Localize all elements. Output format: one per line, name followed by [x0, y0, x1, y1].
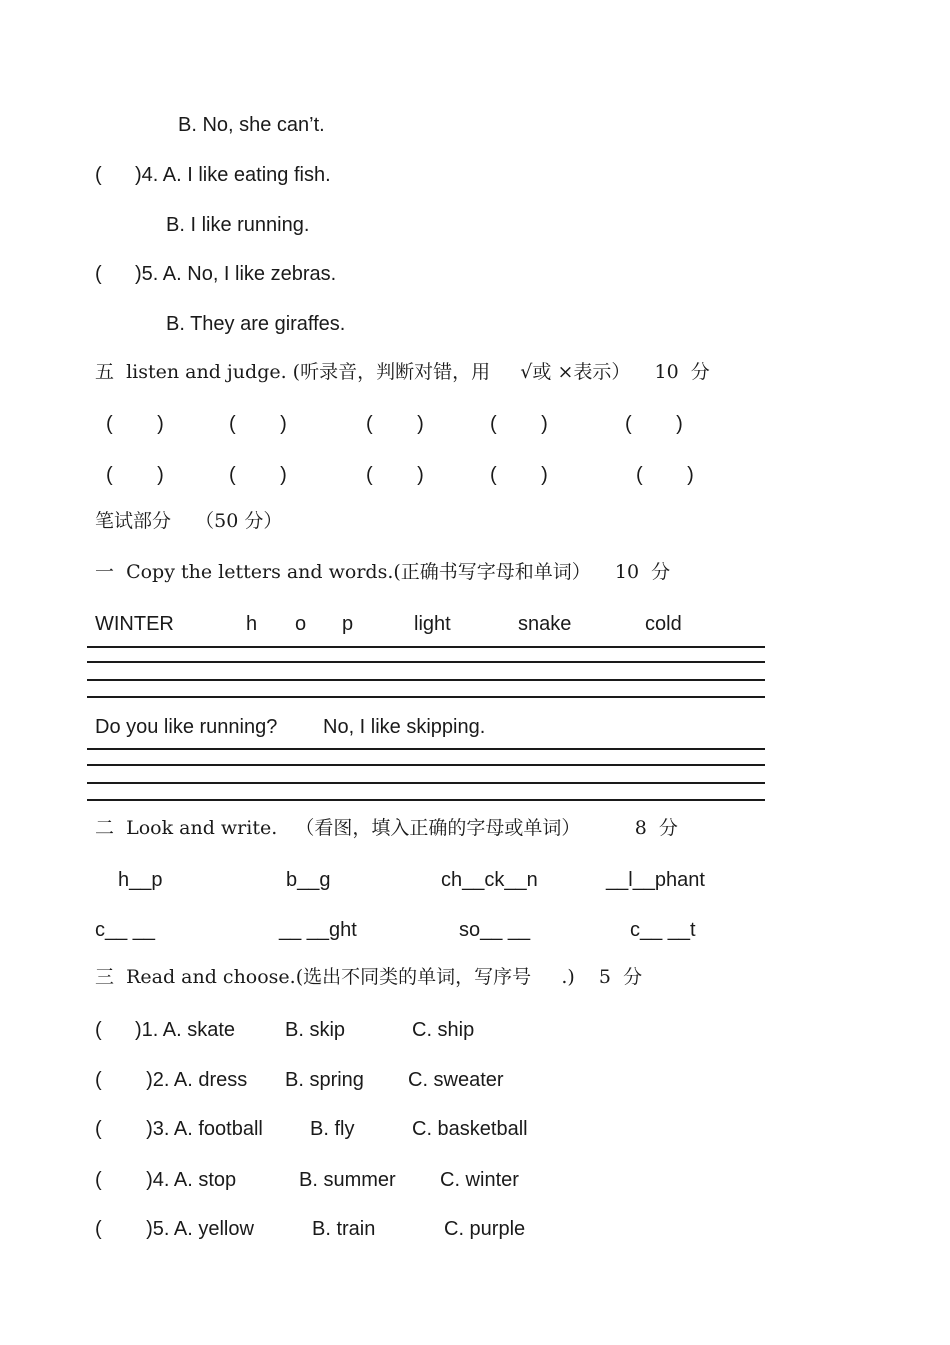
copy-word: WINTER: [95, 613, 174, 635]
fill-word[interactable]: __ __ght: [279, 919, 357, 941]
fill-word[interactable]: ch__ck__n: [441, 869, 538, 891]
answer-bracket[interactable]: ( ): [490, 464, 548, 486]
choice-option-b: B. summer: [299, 1169, 396, 1191]
section3-heading: 三 Read and choose.(选出不同类的单词，写序号 .) 5 分: [95, 966, 643, 988]
copy-word: cold: [645, 613, 682, 635]
copy-sentence: Do you like running?: [95, 716, 278, 738]
writing-line[interactable]: [87, 764, 765, 766]
fill-word[interactable]: b__g: [286, 869, 331, 891]
fill-word[interactable]: so__ __: [459, 919, 531, 941]
choice-option-b: B. train: [312, 1218, 376, 1240]
copy-letter: p: [342, 613, 354, 635]
choice-question[interactable]: ( )1. A. skate: [95, 1019, 236, 1041]
answer-bracket[interactable]: ( ): [625, 413, 683, 435]
writing-line[interactable]: [87, 799, 765, 801]
copy-letter: h: [246, 613, 258, 635]
fill-word[interactable]: c__ __: [95, 919, 156, 941]
copy-sentence: No, I like skipping.: [323, 716, 486, 738]
writing-line[interactable]: [87, 782, 765, 784]
writing-line[interactable]: [87, 679, 765, 681]
choice-option-c: C. ship: [412, 1019, 475, 1041]
q3-option-b: B. No, she can’t.: [178, 114, 325, 136]
choice-option-c: C. winter: [440, 1169, 519, 1191]
answer-bracket[interactable]: ( ): [106, 413, 164, 435]
fill-word[interactable]: h__p: [118, 869, 163, 891]
answer-bracket[interactable]: ( ): [636, 464, 694, 486]
writing-line[interactable]: [87, 661, 765, 663]
choice-question[interactable]: ( )2. A. dress: [95, 1069, 248, 1091]
written-part-heading: 笔试部分 （50 分）: [95, 510, 283, 532]
answer-bracket[interactable]: ( ): [106, 464, 164, 486]
choice-option-c: C. basketball: [412, 1118, 528, 1140]
copy-word: snake: [518, 613, 572, 635]
fill-word[interactable]: c__ __t: [630, 919, 696, 941]
answer-bracket[interactable]: ( ): [229, 413, 287, 435]
choice-option-b: B. spring: [285, 1069, 364, 1091]
q5-option-a: ( )5. A. No, I like zebras.: [95, 263, 337, 285]
choice-option-b: B. fly: [310, 1118, 355, 1140]
answer-bracket[interactable]: ( ): [490, 413, 548, 435]
section1-heading: 一 Copy the letters and words.(正确书写字母和单词） 10 分: [95, 561, 671, 583]
answer-bracket[interactable]: ( ): [366, 413, 424, 435]
copy-word: light: [414, 613, 451, 635]
q4-option-b: B. I like running.: [166, 214, 310, 236]
answer-bracket[interactable]: ( ): [229, 464, 287, 486]
section2-heading: 二 Look and write. （看图，填入正确的字母或单词） 8 分: [95, 817, 678, 839]
writing-line[interactable]: [87, 646, 765, 648]
choice-option-b: B. skip: [285, 1019, 346, 1041]
choice-question[interactable]: ( )5. A. yellow: [95, 1218, 254, 1240]
choice-option-c: C. purple: [444, 1218, 526, 1240]
writing-line[interactable]: [87, 748, 765, 750]
copy-letter: o: [295, 613, 307, 635]
choice-question[interactable]: ( )3. A. football: [95, 1118, 263, 1140]
choice-option-c: C. sweater: [408, 1069, 504, 1091]
answer-bracket[interactable]: ( ): [366, 464, 424, 486]
section5-heading: 五 listen and judge. (听录音，判断对错，用 √或 ×表示） 10 分: [95, 361, 710, 383]
choice-question[interactable]: ( )4. A. stop: [95, 1169, 237, 1191]
q4-option-a: ( )4. A. I like eating fish.: [95, 164, 331, 186]
fill-word[interactable]: __l__phant: [606, 869, 705, 891]
writing-line[interactable]: [87, 696, 765, 698]
q5-option-b: B. They are giraffes.: [166, 313, 346, 335]
